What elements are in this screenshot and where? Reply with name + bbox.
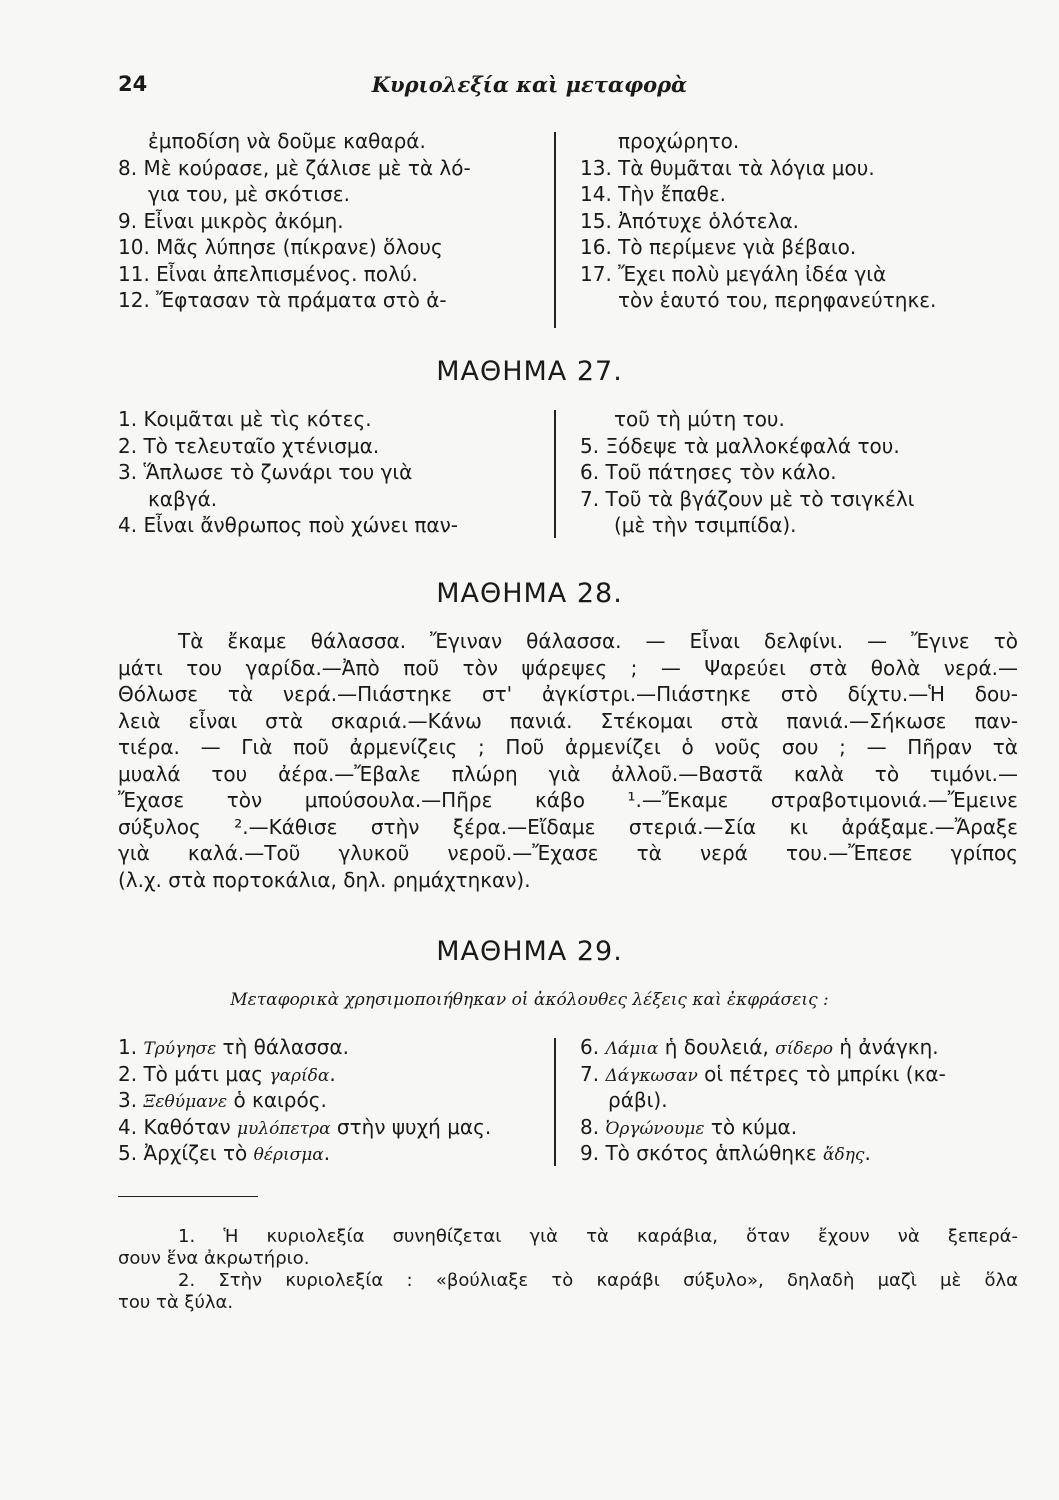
list-item: 9. Τὸ σκότος ἁπλώθηκε ἅδης.: [580, 1141, 871, 1165]
footnote-line: 1. Ἡ κυριολεξία συνηθίζεται γιὰ τὰ καράβια, ὅταν ἔχουν νὰ ξεπερά-: [178, 1226, 1018, 1247]
list-item: 5. Ἀρχίζει τὸ θέρισμα.: [118, 1141, 331, 1165]
paragraph-line: Τὰ ἔκαμε θάλασσα. Ἔγιναν θάλασσα. — Εἶναι δελφίνι. — Ἔγινε τὸ: [178, 629, 1018, 653]
lesson27-left-column: [118, 406, 552, 539]
paragraph-line: σύξυλος ².—Κάθισε στὴν ξέρα.—Εἴδαμε στεριά.—Σία κι ἀράξαμε.—Ἄραξε: [118, 814, 1018, 839]
paragraph-line: Ἔχασε τὸν μπούσουλα.—Πῆρε κάβο ¹.—Ἔκαμε στραβοτιμονιά.—Ἔμεινε: [118, 788, 1018, 812]
lesson27-title: ΜΑΘΗΜΑ 27.: [436, 356, 623, 387]
lesson29-title: ΜΑΘΗΜΑ 29.: [436, 936, 623, 967]
list-item: (μὲ τὴν τσιμπίδα).: [614, 513, 797, 537]
footnote-line: του τὰ ξύλα.: [118, 1292, 234, 1313]
list-item: 7. Τοῦ τὰ βγάζουν μὲ τὸ τσιγκέλι: [580, 486, 915, 511]
list-item: 13. Τὰ θυμᾶται τὰ λόγια μου.: [580, 155, 875, 180]
list-item: 3. Ξεθύμανε ὁ καιρός.: [118, 1088, 327, 1112]
list-item: προχώρητο.: [618, 129, 740, 153]
list-item: 15. Ἀπότυχε ὁλότελα.: [580, 208, 799, 233]
list-item: 1. Τρύγησε τὴ θάλασσα.: [118, 1035, 349, 1059]
list-item: 11. Εἶναι ἀπελπισμένος. πολύ.: [118, 261, 418, 286]
column-divider: [554, 1038, 556, 1166]
page-number: 24: [118, 72, 148, 96]
list-item: 8. Ὀργώνουμε τὸ κύμα.: [580, 1114, 798, 1139]
list-item: τὸν ἑαυτό του, περηφανεύτηκε.: [618, 288, 937, 312]
running-title: Κυριολεξία καὶ μεταφορὰ: [371, 72, 688, 97]
paragraph-line: τιέρα. — Γιὰ ποῦ ἀρμενίζεις ; Ποῦ ἀρμενίζει ὁ νοῦς σου ; — Πῆραν τὰ: [118, 735, 1018, 759]
lesson29-left-column: [118, 1034, 552, 1167]
list-item: 5. Ξόδεψε τὰ μαλλοκέφαλά του.: [580, 433, 900, 458]
lesson28-title: ΜΑΘΗΜΑ 28.: [436, 578, 623, 609]
lesson29-right-column: [580, 1034, 1020, 1167]
list-item: 2. Τὸ μάτι μας γαρίδα.: [118, 1061, 336, 1086]
column-divider: [554, 410, 556, 538]
lesson27-right-column: [580, 406, 1020, 539]
lesson28-paragraph: [118, 628, 1018, 893]
paragraph-line: μάτι του γαρίδα.—Ἀπὸ ποῦ τὸν ψάρεψες ; — Ψαρεύει στὰ θολὰ νερά.—: [118, 655, 1018, 680]
list-item: 10. Μᾶς λύπησε (πίκρανε) ὅλους: [118, 235, 443, 259]
list-item: 3. Ἅπλωσε τὸ ζωνάρι του γιὰ: [118, 460, 413, 484]
footnote-line: 2. Στὴν κυριολεξία : «βούλιαξε τὸ καράβι σύξυλο», δηλαδὴ μαζὶ μὲ ὅλα: [178, 1270, 1018, 1291]
footnote-line: σουν ἕνα ἀκρωτήριο.: [118, 1248, 310, 1269]
footnotes: [118, 1226, 1018, 1314]
list-item: 6. Τοῦ πάτησες τὸν κάλο.: [580, 460, 837, 484]
paragraph-line: γιὰ καλά.—Τοῦ γλυκοῦ νεροῦ.—Ἔχασε τὰ νερά του.—Ἔπεσε γρίπος: [118, 841, 1018, 865]
list-item: 9. Εἶναι μικρὸς ἀκόμη.: [118, 208, 344, 233]
list-item: 2. Τὸ τελευταῖο χτένισμα.: [118, 433, 380, 458]
list-item: 8. Μὲ κούρασε, μὲ ζάλισε μὲ τὰ λό-: [118, 155, 471, 180]
list-item: 4. Καθόταν μυλόπετρα στὴν ψυχή μας.: [118, 1114, 492, 1139]
list-item: καβγά.: [148, 486, 218, 511]
list-item: 14. Τὴν ἔπαθε.: [580, 182, 727, 206]
list-item: 7. Δάγκωσαν οἱ πέτρες τὸ μπρίκι (κα-: [580, 1061, 946, 1086]
list-item: 16. Τὸ περίμενε γιὰ βέβαιο.: [580, 235, 857, 259]
list-item: τοῦ τὴ μύτη του.: [614, 407, 785, 431]
list-item: 12. Ἔφτασαν τὰ πράματα στὸ ἀ-: [118, 288, 447, 312]
lesson26-right-column: [580, 128, 1020, 314]
column-divider: [554, 132, 556, 328]
list-item: 1. Κοιμᾶται μὲ τὶς κότες.: [118, 407, 372, 431]
footnote-rule: [118, 1196, 258, 1197]
lesson26-left-column: [118, 128, 552, 314]
list-item: 4. Εἶναι ἄνθρωπος ποὺ χώνει παν-: [118, 513, 458, 537]
lesson29-intro: Μεταφορικὰ χρησιμοποιήθηκαν οἱ ἀκόλουθες λέξεις καὶ ἐκφράσεις :: [230, 990, 829, 1010]
list-item: για του, μὲ σκότισε.: [148, 182, 350, 206]
paragraph-line: Θόλωσε τὰ νερά.—Πιάστηκε στ' ἀγκίστρι.—Πιάστηκε στὸ δίχτυ.—Ἡ δου-: [118, 682, 1018, 706]
paragraph-line: (λ.χ. στὰ πορτοκάλια, δηλ. ρημάχτηκαν).: [118, 867, 531, 892]
paragraph-line: λειὰ εἶναι στὰ σκαριά.—Κάνω πανιά. Στέκομαι στὰ πανιά.—Σήκωσε παν-: [118, 708, 1018, 733]
list-item: ἐμποδίση νὰ δοῦμε καθαρά.: [148, 129, 426, 153]
list-item: ράβι).: [608, 1088, 668, 1112]
paragraph-line: μυαλά του ἀέρα.—Ἔβαλε πλώρη γιὰ ἀλλοῦ.—Βαστᾶ καλὰ τὸ τιμόνι.—: [118, 761, 1018, 786]
list-item: 6. Λάμια ἡ δουλειά, σίδερο ἡ ἀνάγκη.: [580, 1035, 939, 1059]
list-item: 17. Ἔχει πολὺ μεγάλη ἰδέα γιὰ: [580, 261, 887, 286]
